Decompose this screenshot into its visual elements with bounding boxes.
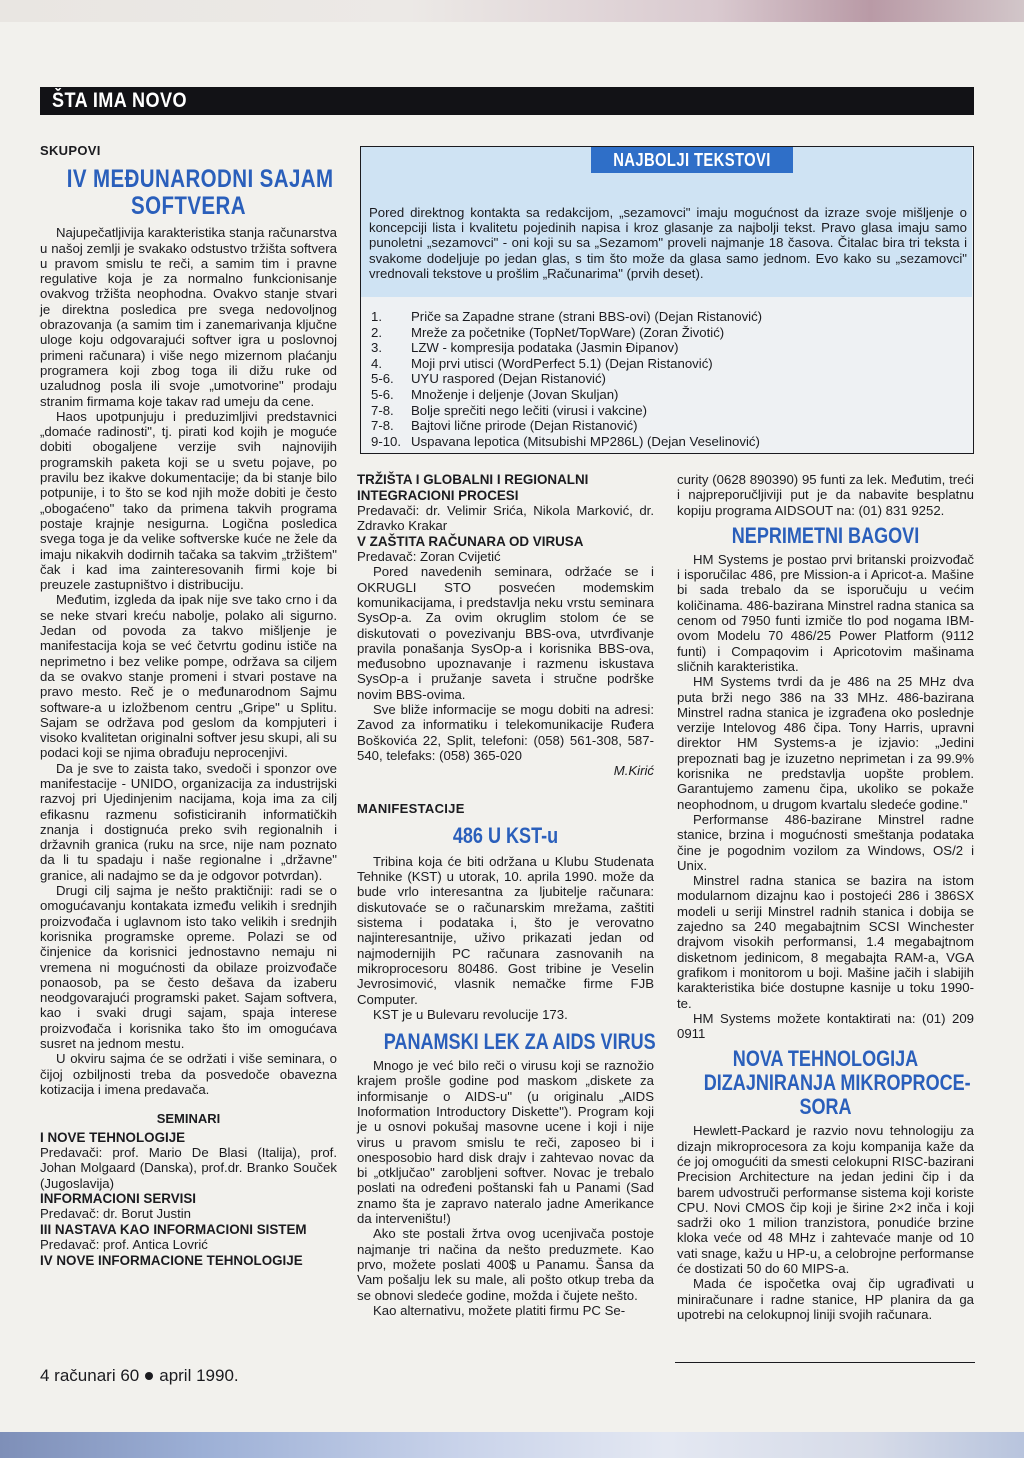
list-item: 1. Priče sa Zapadne strane (strani BBS-ovi) (Dejan Ristanović)	[371, 309, 763, 324]
box-lead-text: Pored direktnog kontakta sa redakcijom, „sezamovci" imaju mogućnost da izraze svoje mišljenje o koncepciji lista i kvalitetu pojedinih napisa i kroz glasanje za najbolji tekst. Pravo glasa imaju samo punoletni „sezamovci" - oni koji su sa „Sezamom" proveli najmanje 18 časova. Čitalac bira tri teksta i svakome dodeljuje po jedan glas, s tim što može da glasa samo jednom. Evo kako su „sezamovci" vrednovali tekstove u prošlim „Računarima" (prvih deset).	[369, 205, 967, 281]
list-item: 9-10. Uspavana lepotica (Mitsubishi MP286L) (Dejan Veselinović)	[371, 433, 760, 449]
seminari-heading: SEMINARI	[156, 1111, 221, 1127]
list-item: 3. LZW - kompresija podataka (Jasmin Đipanov)	[371, 340, 679, 356]
list-item: 2. Mreže za početnike (TopNet/TopWare) (Zoran Životić)	[371, 324, 725, 340]
paragraph: Najupečatljivija karakteristika stanja računarstva u našoj zemlji je svakako odstustvo tržišta softvera u pravom smislu te reči, a samim tim i pravne regulative koja je za normalno funkcionisanje ovakvog tržišta neophodna. Ovakvo stanje stvari je direktna posledica pre svega nedovoljnog obrazovanja (a samim tim i zanemarivanja ključne uloge koju odgovarajući softver igra u poslovnoj primeni računara) i više nego mizernom plaćanju programera koji zbog toga ili dižu ruke od uzaludnog posla ili svoje „umotvorine" prodaju stranim firmama koje takav rad umeju da cene.	[40, 225, 337, 409]
headline-486: 486 U KST-u	[452, 822, 559, 848]
paragraph: Performanse 486-bazirane Minstrel radne stanice, brzina i mogućnosti smeštanja podataka čine je pogodnim vozilom za Windows, OS/2 i Unix.	[677, 811, 974, 873]
middle-column	[357, 472, 654, 1318]
paragraph: Pored navedenih seminara, održaće se i OKRUGLI STO posvećen modemskim komunikacijama, i predstavlja neku vrstu seminara SysOp-a. Za ovim okruglim stolom će se diskutovati o povezivanju BBS-ova, utvrđivanje pravila ponašanja SysOp-a i korisnika BBS-ova, međusobno upoznavanje i razmenu iskustava SysOp-a i pružanje saveta i stručne podrške novim BBS-ovima.	[357, 564, 654, 702]
box-title: NAJBOLJI TEKSTOVI	[613, 150, 771, 170]
paragraph: HM Systems možete kontaktirati na: (01) 209 0911	[677, 1010, 974, 1042]
paragraph: curity (0628 890390) 95 funti za lek. Međutim, treći i najpreporučljiviji put je da nabavite besplatnu kopiju programa AIDSOUT na: (01) 831 9252.	[677, 472, 974, 518]
best-articles-box	[360, 146, 974, 454]
paragraph: Tribina koja će biti održana u Klubu Studenata Tehnike (KST) u utorak, 10. aprila 1990. može da bude vrlo interesantna za ljubitelje računara: diskutovaće se o računarskim mrežama, zaštiti sistema i podataka i, što je verovatno najinteresantnije, uživo prikazati jedan od najmodernijih PC računara zasnovanih na mikroprocesoru 80486. Gost tribine je Veselin Jevrosimović, vlasnik nemačke firme FJB Computer.	[357, 853, 654, 1007]
seminar-title: III NASTAVA KAO INFORMACIONI SISTEM	[40, 1221, 307, 1237]
kicker-manifestacije: MANIFESTACIJE	[357, 800, 465, 816]
ranking-list	[371, 309, 967, 449]
paragraph: Hewlett-Packard je razvio novu tehnologiju za dizajn mikroprocesora za koju kompanija kaže da će joj omogućiti da smesti celokupni RISC-bazirani Precision Architecture na jedan jedini čip i da barem udvostruči performanse sistema koji koriste CPU. Novi CMOS čip koji je širine 2×2 inča i koji sadrži oko 1 milion tranzistora, ponudiće brzine kloka veće od 48 MHz i zahtevaće manje od 10 vati snage, kažu u HP-u, a celobrojne performanse će dostizati 50 do 60 MIPS-a.	[677, 1123, 974, 1277]
bullet-dot-icon	[145, 1372, 153, 1380]
list-item: 5-6. Množenje i deljenje (Jovan Skuljan)	[371, 386, 619, 402]
headline-nova-line1: NOVA TEHNOLOGIJA	[732, 1046, 919, 1072]
paragraph: HM Systems je postao prvi britanski proizvođač i isporučilac 486, pre Mission-a i Apricot-a. Mašine bi sada trebalo da se isporučuju u većim količinama. 486-bazirana Minstrel radna stanica sa cenom od 7950 funti izmiče tlo pod nogama IBM-ovom Modelu 70 486/25 Power Platform (9112 funti) i Compaqovim i Apricotovim mašinama sličnih karakteristika.	[677, 551, 974, 674]
headline-bugs: NEPRIMETNI BAGOVI	[731, 522, 920, 548]
page-footer	[40, 1366, 239, 1386]
right-column	[677, 472, 974, 1322]
scan-top-edge	[0, 0, 1024, 22]
paragraph: Ako ste postali žrtva ovog ucenjivača postoje najmanje tri načina da nešto preduzmete. Kao prvo, možete poslati 400$ u Panamu. Šansa da Vam pošalju lek su male, ali pošto otkup treba da se obnovi sledeće godine, možda i čujete nešto.	[357, 1226, 654, 1303]
left-column	[40, 143, 337, 1268]
scan-bottom-edge	[0, 1432, 1024, 1458]
seminar-title: I NOVE TEHNOLOGIJE	[40, 1129, 186, 1145]
list-item: 5-6. UYU raspored (Dejan Ristanović)	[371, 371, 606, 387]
paragraph: Sve bliže informacije se mogu dobiti na adresi: Zavod za informatiku i telekomunikacije Ruđera Boškovića 22, Split, telefoni: (058) 561-308, 587-540, telefaks: (058) 365-020	[357, 702, 654, 763]
paragraph: KST je u Bulevaru revolucije 173.	[373, 1006, 568, 1022]
seminar-lecturers: Predavači: dr. Velimir Srića, Nikola Marković, dr. Zdravko Krakar	[357, 503, 654, 534]
seminar-title: V ZAŠTITA RAČUNARA OD VIRUSA	[357, 533, 584, 549]
seminar-lecturers: Predavači: prof. Mario De Blasi (Italija), prof. Johan Molgaard (Danska), prof.dr. Branko Souček (Jugoslavija)	[40, 1145, 337, 1191]
seminar-lecturers: Predavač: Zoran Cvijetić	[357, 549, 501, 565]
list-item: 4. Moji prvi utisci (WordPerfect 5.1) (Dejan Ristanović)	[371, 355, 713, 371]
section-title: ŠTA IMA NOVO	[52, 89, 187, 112]
seminar-lecturers: Predavač: prof. Antica Lovrić	[40, 1237, 208, 1253]
paragraph: Kao alternativu, možete platiti firmu PC Se-	[373, 1302, 626, 1318]
paragraph: Minstrel radna stanica se bazira na istom modularnom dizajnu kao i postojeći 286 i 386SX modeli u seriji Minstrel radnih stanica i dobija se zajedno sa 240 megabajtnim SCSI Winchester drajvom visokih performansi, 1.4 megabajtnom disketnom jedinicom, 8 megabajta RAM-a, VGA grafikom i monitorom u boji. Mašine jačih i slabijih karakteristika biće dostupne kasnije u toku 1990-te.	[677, 873, 974, 1011]
column-end-rule	[675, 1362, 975, 1363]
list-item: 7-8. Bajtovi lične prirode (Dejan Ristanović)	[371, 418, 638, 434]
paragraph: Međutim, izgleda da ipak nije sve tako crno i da se neke stvari kreću nabolje, polako ali sigurno. Jedan od povoda za takvo mišljenje je manifestacija koja se već četvrtu godinu ističe na neprimetno i bez velike pompe, održava sa ciljem da se ovakvo stanje promeni i stvari postave na pravo mesto. Reč je o međunarodnom Sajmu software-a u izložbenom centru „Gripe" u Splitu. Sajam se održava pod geslom da kompjuteri i visoko kvalitetan originalni softver jesu skupi, ali su podaci koji se njima obrađuju neprocenjivi.	[40, 592, 337, 761]
seminar-title: INFORMACIONI SERVISI	[40, 1190, 196, 1206]
list-item: 7-8. Bolje sprečiti nego lečiti (virusi i vakcine)	[371, 402, 647, 418]
paragraph: Da je sve to zaista tako, svedoči i sponzor ove manifestacije - UNIDO, organizacija za industrijski razvoj pri Ujedinjenim nacijama, koja ima za cilj efikasnu razmenu sofisticiranih informatičkih znanja i dostignuća preko svih regionalnih i državnih granica (ruku na srce, nije nam poznato da li tu spadaju i naše regionalne i „državne" granice, ali nadajmo se da je odgovor potvrdan).	[40, 760, 337, 883]
author-signature: M.Kirić	[613, 763, 654, 779]
headline-nova-line3: SORA	[799, 1094, 852, 1120]
section-header-bar	[40, 87, 974, 115]
footer-left: 4 računari 60	[40, 1366, 140, 1385]
kicker-skupovi: SKUPOVI	[40, 143, 101, 158]
paragraph: Mada će ispočetka ovaj čip ugrađivati u miniračunare i radne stanice, HP planira da ga upotrebi na celokupnoj liniji svojih računara.	[677, 1276, 974, 1322]
headline-nova-line2: DIZAJNIRANJA MIKROPROCE-	[703, 1070, 971, 1096]
footer-right: april 1990.	[159, 1366, 239, 1385]
box-title-plate	[591, 147, 793, 173]
seminar-lecturers: Predavač: dr. Borut Justin	[40, 1206, 191, 1222]
headline-aids: PANAMSKI LEK ZA AIDS VIRUS	[383, 1029, 656, 1055]
paragraph: Drugi cilj sajma je nešto praktičniji: radi se o omogućavanju kontakata između velikih i srednjih proizvođača i uglavnom isto tako velikih i srednjih korisnika programske opreme. Polazi se od činjenice da korisnici jednostavno nemaju ni vremena ni mogućnosti da obilaze proizvođače ponaosob, pa se često dešava da izaberu neodgovarajući programski paket. Sajam softvera, kao i svaki drugi sajam, spaja interese proizvođača i korisnika tako što im omogućava susret na jednom mestu.	[40, 883, 337, 1052]
headline-sajam-line1: IV MEĐUNARODNI SAJAM	[66, 165, 334, 194]
paragraph: Mnogo je već bilo reči o virusu koji se raznožio krajem prošle godine pod maskom „diskete za informisanje o AIDS-u" (u originalu „AIDS Inoformation Introductory Diskette"). Program koji je u osnovi pokušaj masovne ucene i koji i nije virus u pravom smislu te reči, zaposeo bi i onesposobio hard disk drajv i zahtevao novac da bi „otključao" zarobljeni softver. Novac je trebalo poslati na određeni poštanski fah u Panami (Sad znamo šta je zapravo nateralo jadne Amerikance da interveništu!)	[357, 1058, 654, 1227]
paragraph: U okviru sajma će se održati i više seminara, o čijoj ozbiljnosti treba da posvedoče obavezna kotizacija i imena predavača.	[40, 1051, 337, 1097]
seminar-title: IV NOVE INFORMACIONE TEHNOLOGIJE	[40, 1252, 303, 1268]
headline-sajam-line2: SOFTVERA	[131, 192, 246, 221]
paragraph: HM Systems tvrdi da je 486 na 25 MHz dva puta brži nego 386 na 33 MHz. 486-bazirana Minstrel radna stanica je izgrađena oko poslednje verzije Intelovog 486 čipa. Tony Harris, upravni direktor HM Systems-a je izjavio: „Jedini prepoznati bag je izuzetno neprimetan i za 99.9% korisnika ne predstavlja uopšte problem. Garantujemo zamenu čipa, ukoliko se pokaže neophodnom, u drugom kvartalu sledeće godine."	[677, 674, 974, 812]
paragraph: Haos upotpunjuju i preduzimljivi predstavnici „domaće radinosti", tj. pirati kod kojih je moguće dobiti obogaljene verzije svih najnovijih programskih paketa koji se u svetu pojave, po pravilu bez ikakve dokumentacije; da bi stanje bilo potpunije, i to što se kod njih može dobiti je često „obogaćeno" tako da primena takvih programa postaje krajnje nesigurna. Logična posledica svega toga je da velike softverske kuće ne žele da imaju nikakvih dodirnih tačaka sa takvim „tržištem" čak i kad ima zainteresovanih firmi koje bi preuzele zastupništvo i distribuciju.	[40, 408, 337, 593]
seminar-title: TRŽIŠTA I GLOBALNI I REGIONALNI INTEGRACIONI PROCESI	[357, 472, 589, 503]
